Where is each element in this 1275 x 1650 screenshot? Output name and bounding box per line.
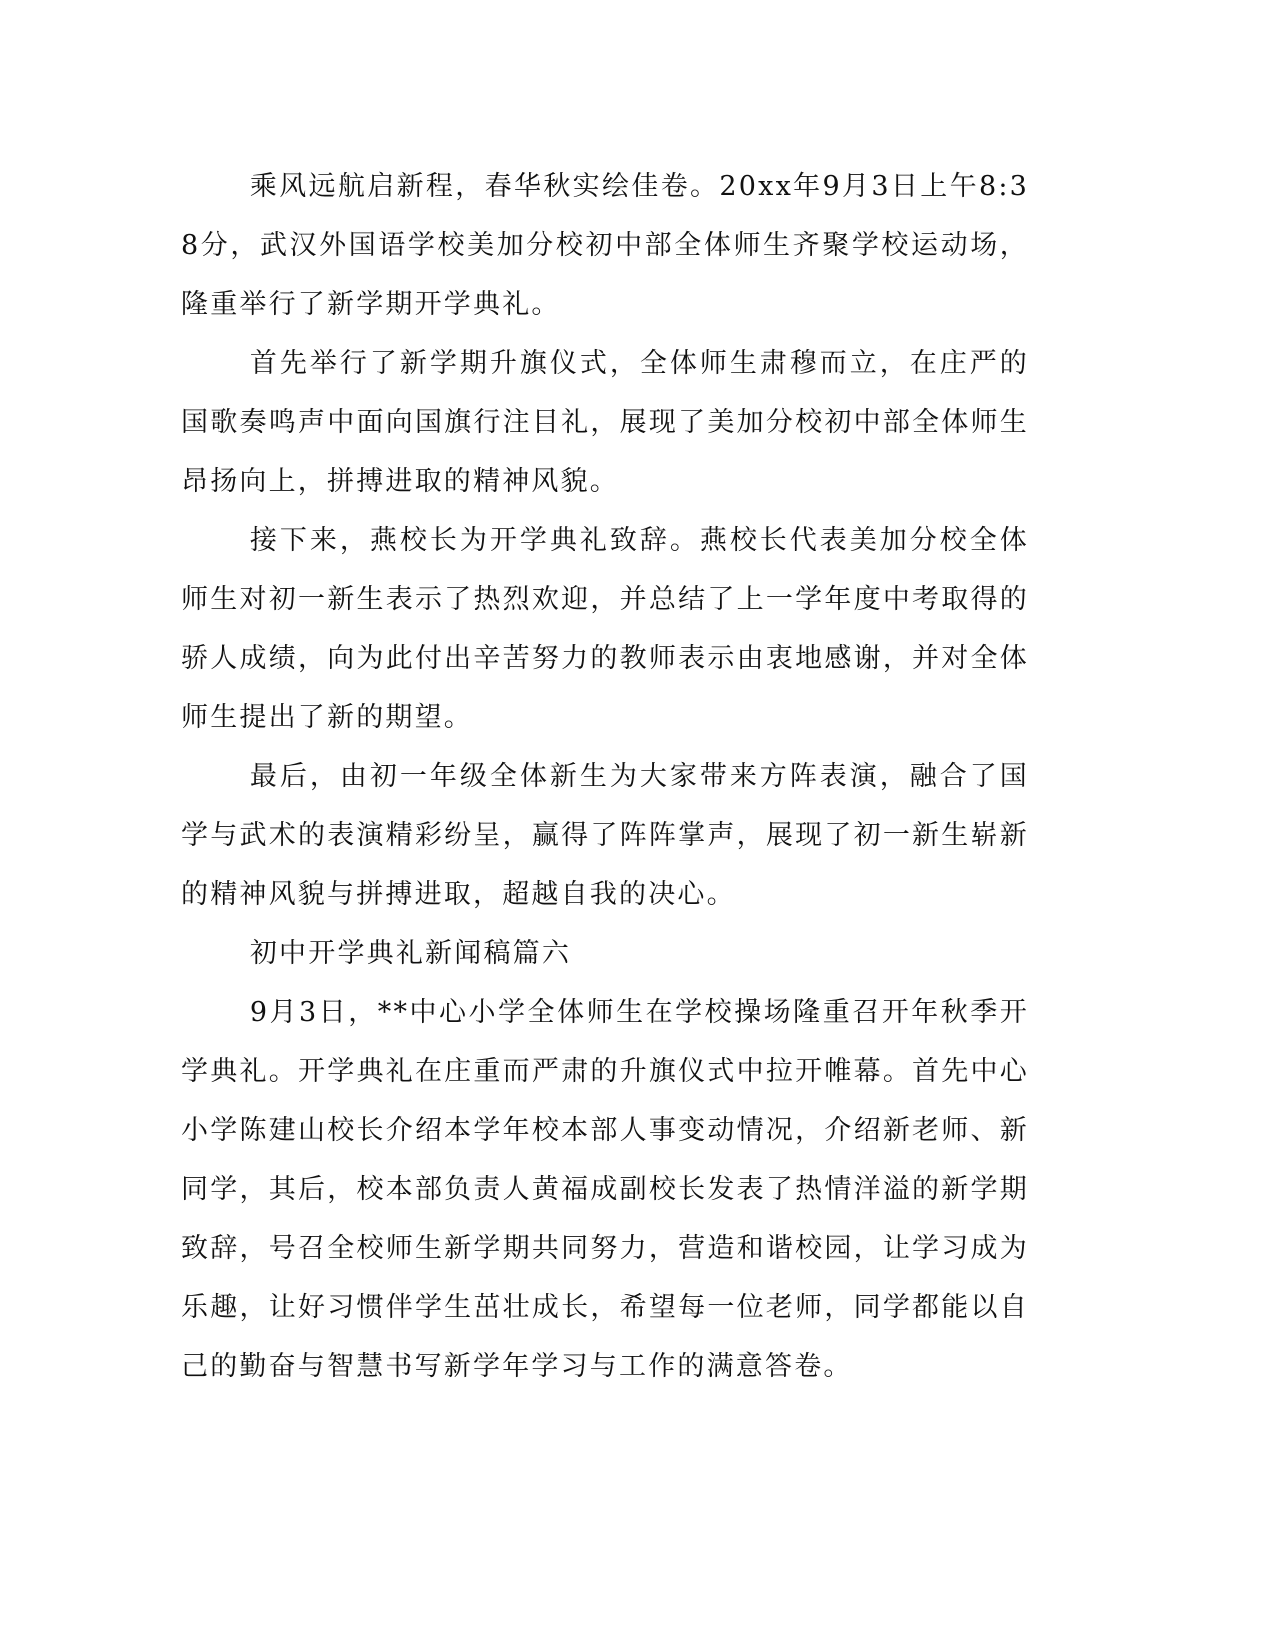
paragraph-primary-school: 9月3日，**中心小学全体师生在学校操场隆重召开年秋季开学典礼。开学典礼在庄重而严肃的升旗仪式中拉开帷幕。首先中心小学陈建山校长介绍本学年校本部人事变动情况，介绍新老师、新同学，其后，校本部负责人黄福成副校长发表了热情洋溢的新学期致辞，号召全校师生新学期共同努力，营造和谐校园，让学习成为乐趣，让好习惯伴学生茁壮成长，希望每一位老师，同学都能以自己的勤奋与智慧书写新学年学习与工作的满意答卷。: [181, 997, 1029, 1382]
paragraph-principal-speech: 接下来，燕校长为开学典礼致辞。燕校长代表美加分校全体师生对初一新生表示了热烈欢迎，并总结了上一学年度中考取得的骄人成绩，向为此付出辛苦努力的教师表示由衷地感谢，并对全体师生提出了新的期望。: [181, 525, 1029, 733]
paragraph-opening: 乘风远航启新程，春华秋实绘佳卷。20xx年9月3日上午8:38分，武汉外国语学校美加分校初中部全体师生齐聚学校运动场，隆重举行了新学期开学典礼。: [181, 171, 1029, 320]
section-heading: 初中开学典礼新闻稿篇六: [249, 938, 572, 969]
paragraph-performance: 最后，由初一年级全体新生为大家带来方阵表演，融合了国学与武术的表演精彩纷呈，赢得了阵阵掌声，展现了初一新生崭新的精神风貌与拼搏进取，超越自我的决心。: [181, 761, 1029, 910]
paragraph-flag-ceremony: 首先举行了新学期升旗仪式，全体师生肃穆而立，在庄严的国歌奏鸣声中面向国旗行注目礼，展现了美加分校初中部全体师生昂扬向上，拼搏进取的精神风貌。: [181, 348, 1029, 497]
document-body: [181, 157, 1029, 1396]
